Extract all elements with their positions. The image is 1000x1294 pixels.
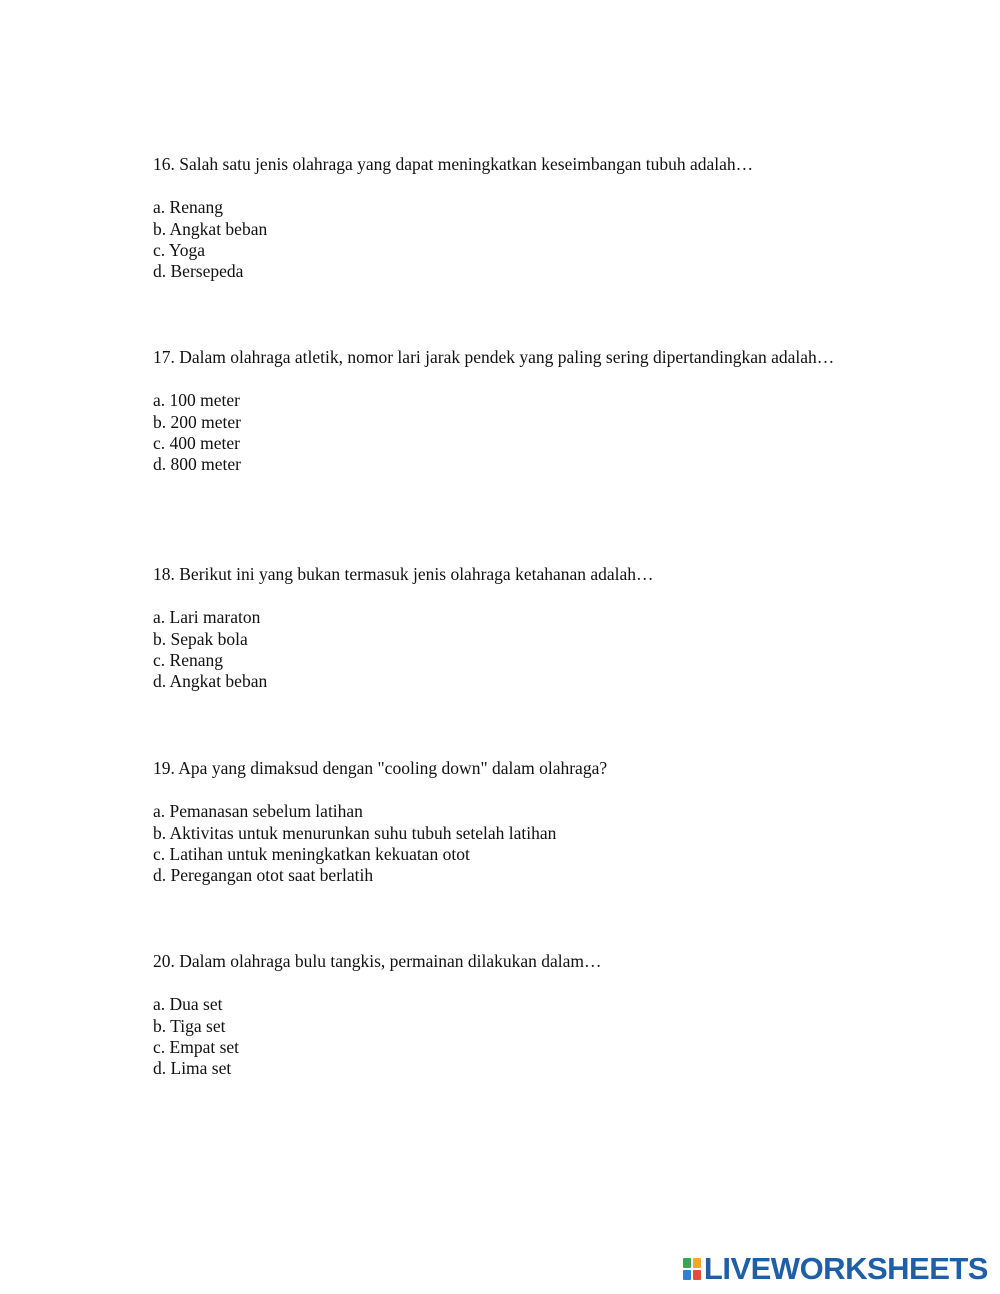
question-text: 17. Dalam olahraga atletik, nomor lari jarak pendek yang paling sering dipertandingkan adalah… — [153, 347, 835, 367]
option-c: c. Empat set — [153, 1036, 240, 1057]
option-c: c. Renang — [153, 649, 223, 670]
option-b: b. Angkat beban — [153, 218, 268, 239]
option-b: b. Sepak bola — [153, 628, 248, 649]
answer-options — [153, 607, 843, 692]
option-b: b. Aktivitas untuk menurunkan suhu tubuh setelah latihan — [153, 822, 557, 843]
question-16 — [153, 154, 843, 282]
option-d: d. Lima set — [153, 1058, 232, 1079]
answer-options — [153, 801, 843, 886]
answer-options — [153, 994, 843, 1079]
question-text: 16. Salah satu jenis olahraga yang dapat meningkatkan keseimbangan tubuh adalah… — [153, 154, 754, 174]
liveworksheets-logo — [682, 1251, 988, 1286]
option-b: b. 200 meter — [153, 411, 241, 432]
option-c: c. Latihan untuk meningkatkan kekuatan otot — [153, 843, 470, 864]
option-d: d. Angkat beban — [153, 671, 268, 692]
option-a: a. Lari maraton — [153, 607, 261, 628]
option-c: c. 400 meter — [153, 432, 240, 453]
question-text: 20. Dalam olahraga bulu tangkis, permainan dilakukan dalam… — [153, 951, 602, 971]
question-text: 19. Apa yang dimaksud dengan "cooling down" dalam olahraga? — [153, 758, 608, 778]
question-19 — [153, 758, 843, 886]
option-d: d. Peregangan otot saat berlatih — [153, 865, 374, 886]
answer-options — [153, 390, 843, 475]
option-a: a. 100 meter — [153, 390, 240, 411]
answer-options — [153, 197, 843, 282]
option-b: b. Tiga set — [153, 1015, 226, 1036]
option-c: c. Yoga — [153, 239, 206, 260]
liveworksheets-logo-icon — [682, 1257, 702, 1281]
option-d: d. 800 meter — [153, 454, 241, 475]
option-a: a. Dua set — [153, 994, 223, 1015]
question-17 — [153, 347, 843, 475]
question-18 — [153, 564, 843, 692]
option-d: d. Bersepeda — [153, 261, 244, 282]
option-a: a. Renang — [153, 197, 223, 218]
question-text: 18. Berikut ini yang bukan termasuk jenis olahraga ketahanan adalah… — [153, 564, 654, 584]
logo-text: LIVEWORKSHEETS — [703, 1251, 988, 1286]
question-20 — [153, 951, 843, 1079]
option-a: a. Pemanasan sebelum latihan — [153, 801, 363, 822]
